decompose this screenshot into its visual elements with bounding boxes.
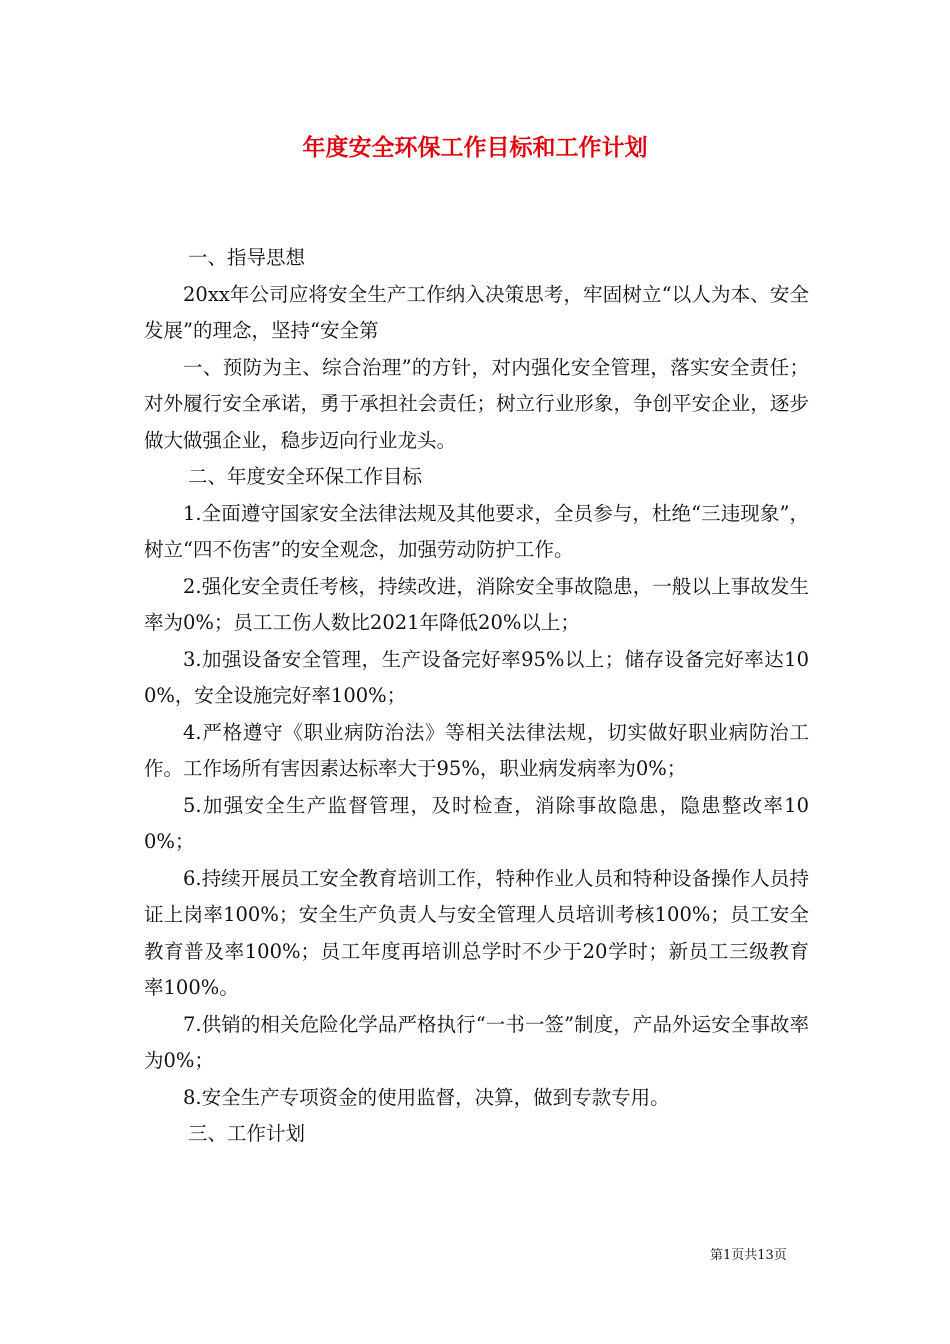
goal-item-2: 2.强化安全责任考核，持续改进，消除安全事故隐患，一般以上事故发生率为0%；员工工伤人数比2021年降低20%以上； — [144, 574, 809, 634]
goal-item-4: 4.严格遵守《职业病防治法》等相关法律法规，切实做好职业病防治工作。工作场所有害因素达标率大于95%，职业病发病率为0%； — [144, 720, 809, 780]
document-title: 年度安全环保工作目标和工作计划 — [302, 134, 648, 161]
paragraph: 20xx年公司应将安全生产工作纳入决策思考，牢固树立“以人为本、安全发展”的理念，坚持“安全第 — [144, 282, 809, 342]
section-heading-guiding-ideology: 一、指导思想 — [188, 246, 306, 269]
goal-item-3: 3.加强设备安全管理，生产设备完好率95%以上；储存设备完好率达100%，安全设施完好率100%； — [144, 647, 809, 707]
document-body — [144, 240, 809, 1153]
goal-item-6: 6.持续开展员工安全教育培训工作，特种作业人员和特种设备操作人员持证上岗率100%；安全生产负责人与安全管理人员培训考核100%；员工安全教育普及率100%；员工年度再培训总学时不少于20学时；新员工三级教育率100%。 — [144, 866, 809, 999]
page-number: 第1页共13页 — [710, 1248, 787, 1263]
goal-item-8: 8.安全生产专项资金的使用监督，决算，做到专款专用。 — [183, 1085, 670, 1109]
paragraph: 一、预防为主、综合治理”的方针，对内强化安全管理，落实安全责任；对外履行安全承诺，勇于承担社会责任；树立行业形象，争创平安企业，逐步做大做强企业，稳步迈向行业龙头。 — [144, 355, 809, 452]
section-heading-annual-goals: 二、年度安全环保工作目标 — [188, 465, 423, 488]
goal-item-7: 7.供销的相关危险化学品严格执行“一书一签”制度，产品外运安全事故率为0%； — [144, 1012, 809, 1072]
goal-item-5: 5.加强安全生产监督管理，及时检查，消除事故隐患，隐患整改率100%； — [144, 793, 809, 853]
section-heading-work-plan: 三、工作计划 — [188, 1122, 306, 1145]
goal-item-1: 1.全面遵守国家安全法律法规及其他要求，全员参与，杜绝“三违现象”，树立“四不伤害”的安全观念，加强劳动防护工作。 — [144, 501, 809, 561]
